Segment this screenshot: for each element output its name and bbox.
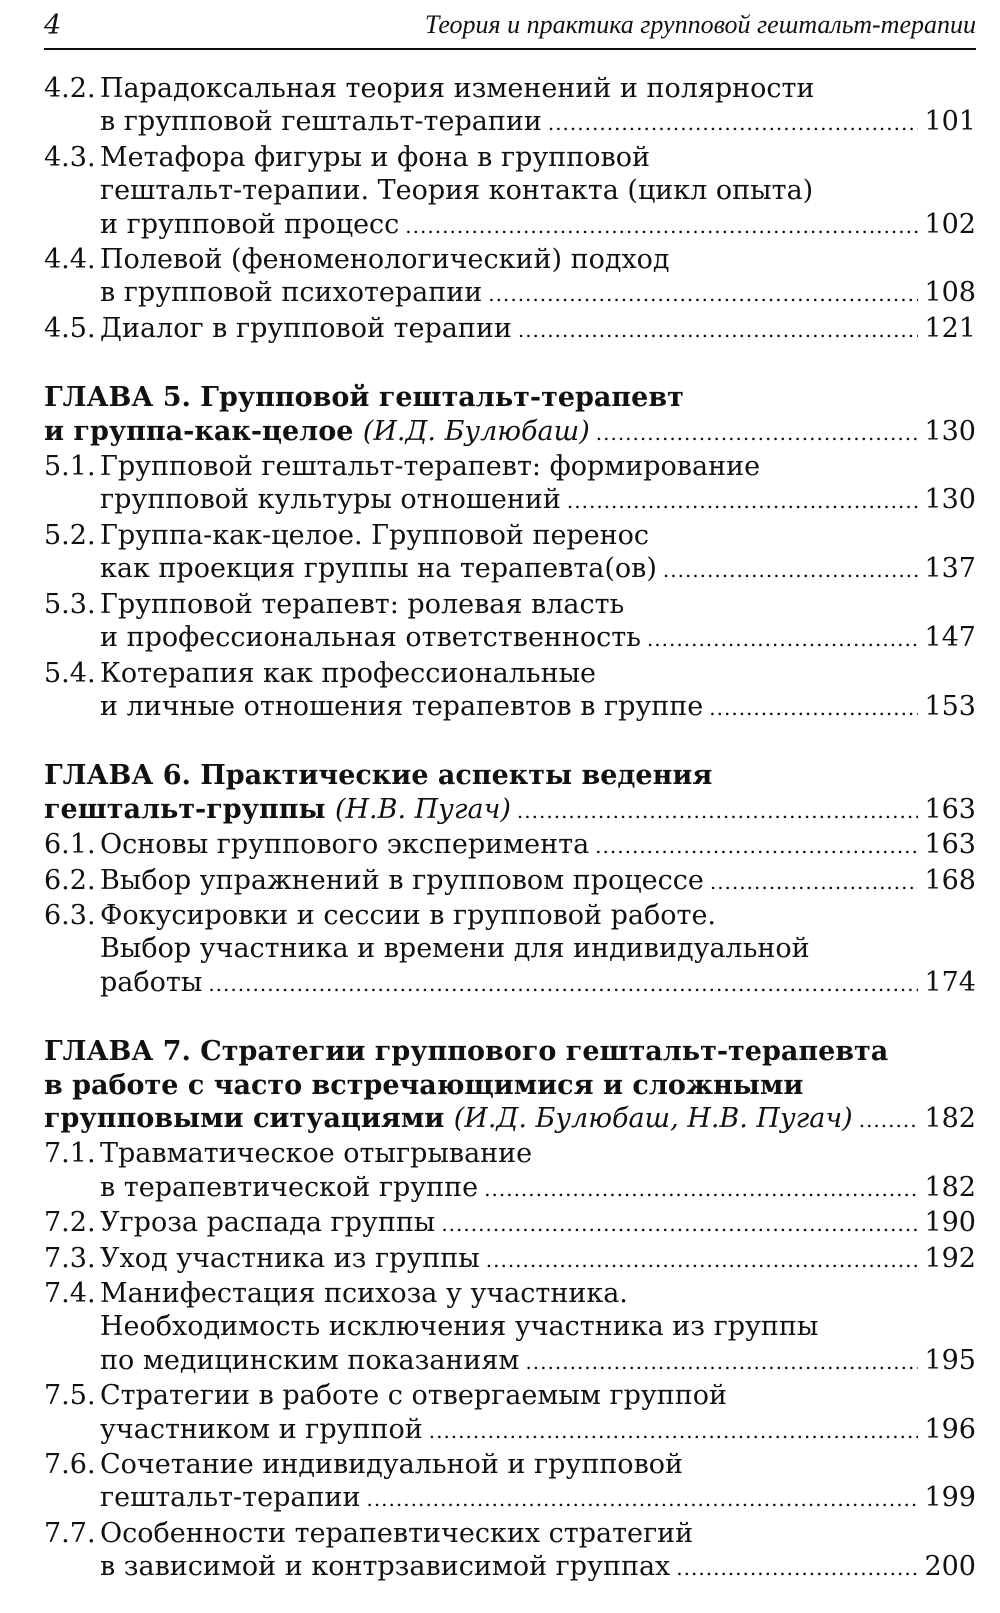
section-number: 7.3. — [44, 1242, 96, 1274]
dot-leader — [709, 692, 918, 725]
page-reference: 163 — [924, 793, 976, 825]
section-title: Групповой гештальт-терапевт: формирование — [100, 451, 761, 483]
section-number: 6.1. — [44, 829, 96, 861]
section-title: в зависимой и контрзависимой группах — [100, 1551, 671, 1583]
toc-entry-5-3[interactable] — [44, 588, 976, 657]
page-reference: 199 — [924, 1482, 976, 1514]
dot-leader — [208, 968, 918, 1001]
page-reference: 101 — [924, 106, 976, 138]
section-number: 4.2. — [44, 73, 96, 104]
section-title: Особенности терапевтических стратегий — [100, 1517, 694, 1549]
section-title: Необходимость исключения участника из группы — [100, 1311, 819, 1343]
dot-leader — [859, 1104, 918, 1137]
running-title: Теория и практика групповой гештальт-терапии — [424, 10, 976, 39]
page-header — [44, 8, 976, 50]
dot-leader — [596, 417, 918, 450]
section-title: по медицинским показаниям — [100, 1344, 520, 1376]
chapter-author: (И.Д. Булюбаш, Н.В. Пугач) — [453, 1102, 853, 1134]
section-title: и групповой процесс — [100, 208, 400, 240]
section-title: Метафора фигуры и фона в групповой — [100, 141, 650, 173]
section-title: гештальт-терапии — [100, 1482, 361, 1514]
page-reference: 121 — [924, 312, 976, 344]
section-number: 5.3. — [44, 588, 96, 620]
section-title: Котерапия как профессиональные — [100, 657, 597, 689]
page-reference: 168 — [924, 864, 976, 896]
section-title: Парадоксальная теория изменений и полярности — [100, 73, 815, 104]
table-of-contents — [44, 72, 976, 1586]
section-number: 4.4. — [44, 244, 96, 276]
page-reference: 174 — [924, 966, 976, 998]
chapter-title: ГЛАВА 7. Стратегии группового гештальт-терапевта — [44, 1036, 889, 1068]
section-number: 7.4. — [44, 1278, 96, 1309]
section-title: гештальт-терапии. Теория контакта (цикл опыта) — [100, 175, 814, 207]
toc-entry-4-5[interactable] — [44, 312, 976, 347]
section-number: 4.3. — [44, 141, 96, 173]
toc-entry-7-1[interactable] — [44, 1137, 976, 1206]
section-title: Сочетание индивидуальной и групповой — [100, 1449, 684, 1481]
toc-chapter-5[interactable] — [44, 381, 976, 450]
section-title: Основы группового эксперимента — [100, 829, 590, 861]
dot-leader — [567, 485, 918, 518]
section-number: 5.1. — [44, 451, 96, 483]
toc-chapter-7[interactable] — [44, 1035, 976, 1137]
toc-entry-7-6[interactable] — [44, 1448, 976, 1517]
section-number: 7.1. — [44, 1138, 96, 1170]
toc-entry-4-2[interactable] — [44, 72, 976, 141]
page-reference: 137 — [924, 553, 976, 585]
page-reference: 102 — [924, 208, 976, 240]
chapter-title: групповыми ситуациями — [44, 1102, 445, 1134]
section-title: Угроза распада группы — [100, 1207, 436, 1239]
page-reference: 147 — [924, 622, 976, 654]
page-reference: 200 — [924, 1551, 976, 1583]
chapter-title: гештальт-группы — [44, 793, 326, 825]
toc-entry-7-3[interactable] — [44, 1242, 976, 1277]
section-title: Групповой терапевт: ролевая власть — [100, 588, 625, 620]
section-number: 5.2. — [44, 519, 96, 551]
page-reference: 130 — [924, 415, 976, 447]
section-title: Стратегии в работе с отвергаемым группой — [100, 1380, 727, 1412]
chapter-title: ГЛАВА 5. Групповой гештальт-терапевт — [44, 382, 684, 414]
section-number: 5.4. — [44, 657, 96, 689]
section-title: участником и группой — [100, 1413, 423, 1445]
page-reference: 163 — [924, 829, 976, 861]
section-title: в групповой психотерапии — [100, 277, 483, 309]
chapter-author: (И.Д. Булюбаш) — [362, 415, 590, 447]
page-reference: 182 — [924, 1171, 976, 1203]
section-number: 6.3. — [44, 899, 96, 931]
toc-entry-5-4[interactable] — [44, 657, 976, 726]
dot-leader — [488, 278, 918, 311]
section-title: Группа-как-целое. Групповой перенос — [100, 519, 650, 551]
section-title: в групповой гештальт-терапии — [100, 106, 542, 138]
section-title: Диалог в групповой терапии — [100, 312, 512, 344]
toc-entry-5-1[interactable] — [44, 450, 976, 519]
page-reference: 192 — [924, 1242, 976, 1274]
section-title: Выбор участника и времени для индивидуальной — [100, 933, 810, 965]
section-title: и профессиональная ответственность — [100, 622, 641, 654]
section-number: 7.5. — [44, 1380, 96, 1412]
section-title: групповой культуры отношений — [100, 484, 561, 516]
dot-leader — [366, 1483, 918, 1516]
section-number: 4.5. — [44, 312, 96, 344]
section-title: Травматическое отыгрывание — [100, 1138, 533, 1170]
dot-leader — [548, 107, 918, 140]
page-reference: 130 — [924, 484, 976, 516]
section-title: Манифестация психоза у участника. — [100, 1278, 628, 1309]
dot-leader — [484, 1173, 918, 1206]
toc-entry-7-2[interactable] — [44, 1206, 976, 1241]
dot-leader — [663, 554, 918, 587]
toc-entry-4-3[interactable] — [44, 141, 976, 243]
section-title: Уход участника из группы — [100, 1242, 480, 1274]
section-title: Фокусировки и сессии в групповой работе. — [100, 899, 717, 931]
section-number: 7.6. — [44, 1449, 96, 1481]
dot-leader — [525, 1346, 918, 1379]
dot-leader — [517, 795, 918, 828]
section-number: 7.7. — [44, 1517, 96, 1549]
toc-entry-6-1[interactable] — [44, 828, 976, 863]
dot-leader — [647, 623, 918, 656]
toc-entry-7-5[interactable] — [44, 1379, 976, 1448]
toc-chapter-6[interactable] — [44, 759, 976, 828]
page-reference: 196 — [924, 1413, 976, 1445]
dot-leader — [676, 1552, 918, 1585]
page-number: 4 — [44, 10, 62, 41]
dot-leader — [710, 866, 918, 899]
section-number: 7.2. — [44, 1207, 96, 1239]
toc-entry-5-2[interactable] — [44, 519, 976, 588]
toc-entry-6-2[interactable] — [44, 864, 976, 899]
section-title: и личные отношения терапевтов в группе — [100, 690, 704, 722]
page-reference: 153 — [924, 690, 976, 722]
chapter-title: ГЛАВА 6. Практические аспекты ведения — [44, 760, 713, 792]
section-number: 6.2. — [44, 864, 96, 896]
dot-leader — [486, 1244, 918, 1277]
toc-entry-7-4[interactable] — [44, 1277, 976, 1379]
toc-entry-4-4[interactable] — [44, 243, 976, 312]
chapter-author: (Н.В. Пугач) — [334, 793, 511, 825]
page-reference: 195 — [924, 1344, 976, 1376]
page-reference: 190 — [924, 1207, 976, 1239]
dot-leader — [518, 314, 918, 347]
page-reference: 108 — [924, 277, 976, 309]
section-title: как проекция группы на терапевта(ов) — [100, 553, 657, 585]
section-title: в терапевтической группе — [100, 1171, 479, 1203]
chapter-title: и группа-как-целое — [44, 415, 354, 447]
section-title: работы — [100, 966, 203, 998]
page-reference: 182 — [924, 1102, 976, 1134]
toc-entry-6-3[interactable] — [44, 899, 976, 1001]
dot-leader — [595, 830, 918, 863]
dot-leader — [441, 1208, 918, 1241]
chapter-title: в работе с часто встречающимися и сложными — [44, 1069, 804, 1101]
dot-leader — [405, 210, 918, 243]
section-title: Полевой (феноменологический) подход — [100, 244, 670, 276]
toc-entry-7-7[interactable] — [44, 1517, 976, 1586]
dot-leader — [429, 1415, 918, 1448]
section-title: Выбор упражнений в групповом процессе — [100, 864, 704, 896]
